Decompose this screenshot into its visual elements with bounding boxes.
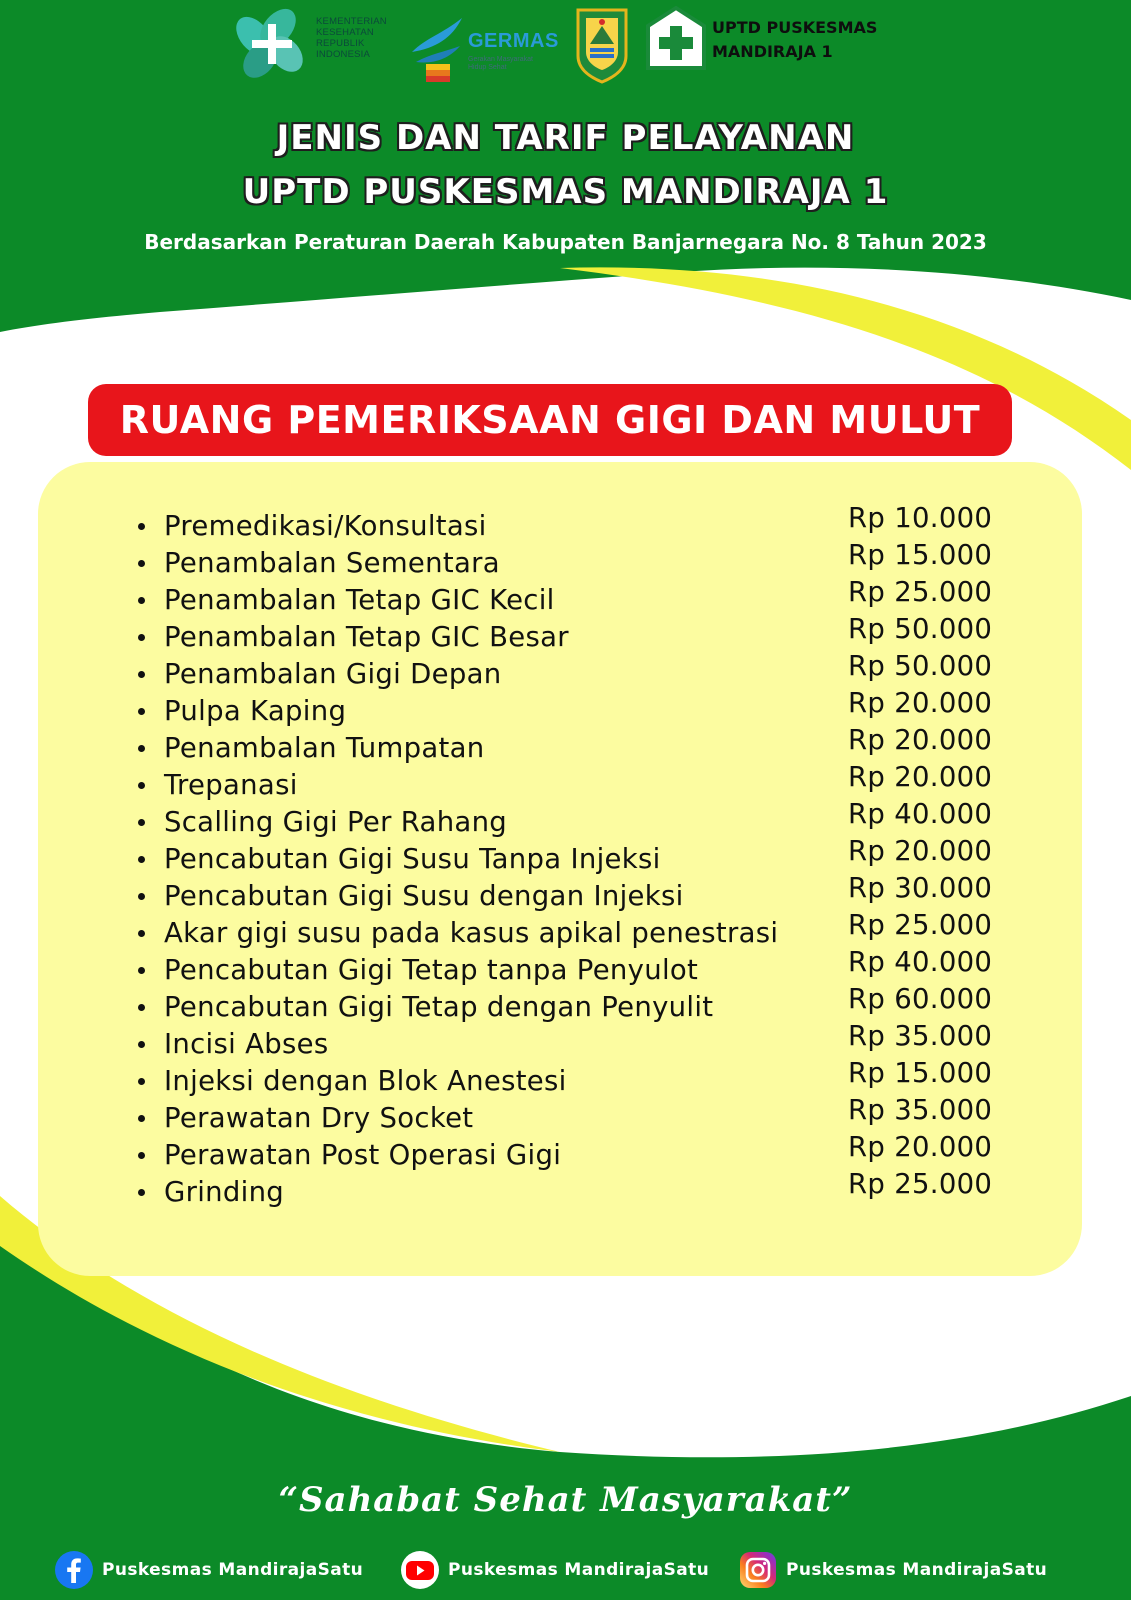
facebook-label: Puskesmas MandirajaSatu [102, 1560, 364, 1580]
service-row [124, 502, 1004, 543]
tagline: “Sahabat Sehat Masyarakat” [278, 1480, 853, 1520]
puskesmas-name-line2: MANDIRAJA 1 [712, 42, 833, 61]
social-youtube[interactable] [400, 1550, 709, 1590]
bullet-icon [138, 1041, 145, 1048]
service-price: Rp 50.000 [848, 613, 993, 645]
youtube-icon [400, 1550, 440, 1590]
service-name: Scalling Gigi Per Rahang [164, 806, 508, 838]
puskesmas-logo-icon [646, 6, 706, 72]
bullet-icon [138, 708, 145, 715]
bullet-icon [138, 1078, 145, 1085]
service-row [124, 909, 1004, 950]
germas-logo [408, 8, 568, 82]
service-price: Rp 40.000 [848, 798, 993, 830]
service-row [124, 1168, 1004, 1209]
page-title-line1: JENIS DAN TARIF PELAYANAN [276, 118, 855, 158]
service-name: Trepanasi [164, 769, 298, 801]
service-list [124, 502, 1004, 1209]
instagram-label: Puskesmas MandirajaSatu [786, 1560, 1048, 1580]
bullet-icon [138, 634, 145, 641]
bullet-icon [138, 1152, 145, 1159]
puskesmas-name [712, 16, 877, 64]
service-name: Penambalan Sementara [164, 547, 500, 579]
service-name: Pencabutan Gigi Susu Tanpa Injeksi [164, 843, 661, 875]
service-price: Rp 50.000 [848, 650, 993, 682]
facebook-icon [54, 1550, 94, 1590]
service-name: Penambalan Tetap GIC Kecil [164, 584, 555, 616]
germas-emblem-icon [408, 8, 468, 82]
service-row [124, 576, 1004, 617]
bullet-icon [138, 1115, 145, 1122]
service-row [124, 1020, 1004, 1061]
service-row [124, 983, 1004, 1024]
service-name: Pulpa Kaping [164, 695, 347, 727]
service-price: Rp 20.000 [848, 1131, 993, 1163]
bullet-icon [138, 930, 145, 937]
service-price: Rp 15.000 [848, 1057, 993, 1089]
service-name: Penambalan Tumpatan [164, 732, 485, 764]
germas-subtitle: Gerakan Masyarakat Hidup Sehat [468, 56, 533, 71]
service-price: Rp 30.000 [848, 872, 993, 904]
service-price: Rp 60.000 [848, 983, 993, 1015]
service-price: Rp 25.000 [848, 909, 993, 941]
youtube-label: Puskesmas MandirajaSatu [448, 1560, 710, 1580]
bullet-icon [138, 967, 145, 974]
germas-word: GERMAS [468, 30, 559, 52]
service-price: Rp 25.000 [848, 1168, 993, 1200]
bullet-icon [138, 856, 145, 863]
service-price: Rp 40.000 [848, 946, 993, 978]
bullet-icon [138, 523, 145, 530]
social-facebook[interactable] [54, 1550, 363, 1590]
service-price: Rp 20.000 [848, 687, 993, 719]
service-name: Grinding [164, 1176, 285, 1208]
service-price: Rp 35.000 [848, 1020, 993, 1052]
service-price: Rp 35.000 [848, 1094, 993, 1126]
service-row [124, 1131, 1004, 1172]
service-name: Pencabutan Gigi Susu dengan Injeksi [164, 880, 684, 912]
kemenkes-emblem-icon [234, 6, 310, 80]
bullet-icon [138, 782, 145, 789]
service-row [124, 798, 1004, 839]
section-banner [88, 384, 1012, 456]
bullet-icon [138, 819, 145, 826]
instagram-icon [738, 1550, 778, 1590]
service-name: Penambalan Tetap GIC Besar [164, 621, 569, 653]
service-name: Pencabutan Gigi Tetap tanpa Penyulot [164, 954, 699, 986]
service-row [124, 946, 1004, 987]
service-row [124, 835, 1004, 876]
bullet-icon [138, 671, 145, 678]
service-name: Premedikasi/Konsultasi [164, 510, 487, 542]
social-instagram[interactable] [738, 1550, 1047, 1590]
service-price: Rp 20.000 [848, 724, 993, 756]
bullet-icon [138, 745, 145, 752]
service-name: Perawatan Post Operasi Gigi [164, 1139, 562, 1171]
service-name: Penambalan Gigi Depan [164, 658, 502, 690]
service-row [124, 1057, 1004, 1098]
bullet-icon [138, 597, 145, 604]
kemenkes-text: KEMENTERIAN KESEHATAN REPUBLIK INDONESIA [316, 16, 387, 60]
logo-row [0, 0, 1131, 90]
bullet-icon [138, 1189, 145, 1196]
service-price: Rp 20.000 [848, 761, 993, 793]
service-row [124, 650, 1004, 691]
service-row [124, 613, 1004, 654]
bullet-icon [138, 1004, 145, 1011]
bullet-icon [138, 893, 145, 900]
service-price: Rp 15.000 [848, 539, 993, 571]
bullet-icon [138, 560, 145, 567]
service-price: Rp 10.000 [848, 502, 993, 534]
kemenkes-logo [234, 6, 394, 80]
service-name: Pencabutan Gigi Tetap dengan Penyulit [164, 991, 714, 1023]
section-title: RUANG PEMERIKSAAN GIGI DAN MULUT [119, 398, 981, 442]
service-name: Incisi Abses [164, 1028, 329, 1060]
regulation-subtitle: Berdasarkan Peraturan Daerah Kabupaten Banjarnegara No. 8 Tahun 2023 [144, 230, 987, 254]
service-row [124, 761, 1004, 802]
service-row [124, 539, 1004, 580]
service-name: Injeksi dengan Blok Anestesi [164, 1065, 567, 1097]
page-title-line2: UPTD PUSKESMAS MANDIRAJA 1 [242, 172, 889, 212]
banjarnegara-seal-icon [572, 4, 632, 84]
service-price: Rp 20.000 [848, 835, 993, 867]
service-name: Akar gigi susu pada kasus apikal penestrasi [164, 917, 779, 949]
service-row [124, 687, 1004, 728]
service-price: Rp 25.000 [848, 576, 993, 608]
service-name: Perawatan Dry Socket [164, 1102, 474, 1134]
service-row [124, 1094, 1004, 1135]
service-row [124, 872, 1004, 913]
puskesmas-name-line1: UPTD PUSKESMAS [712, 18, 878, 37]
service-row [124, 724, 1004, 765]
